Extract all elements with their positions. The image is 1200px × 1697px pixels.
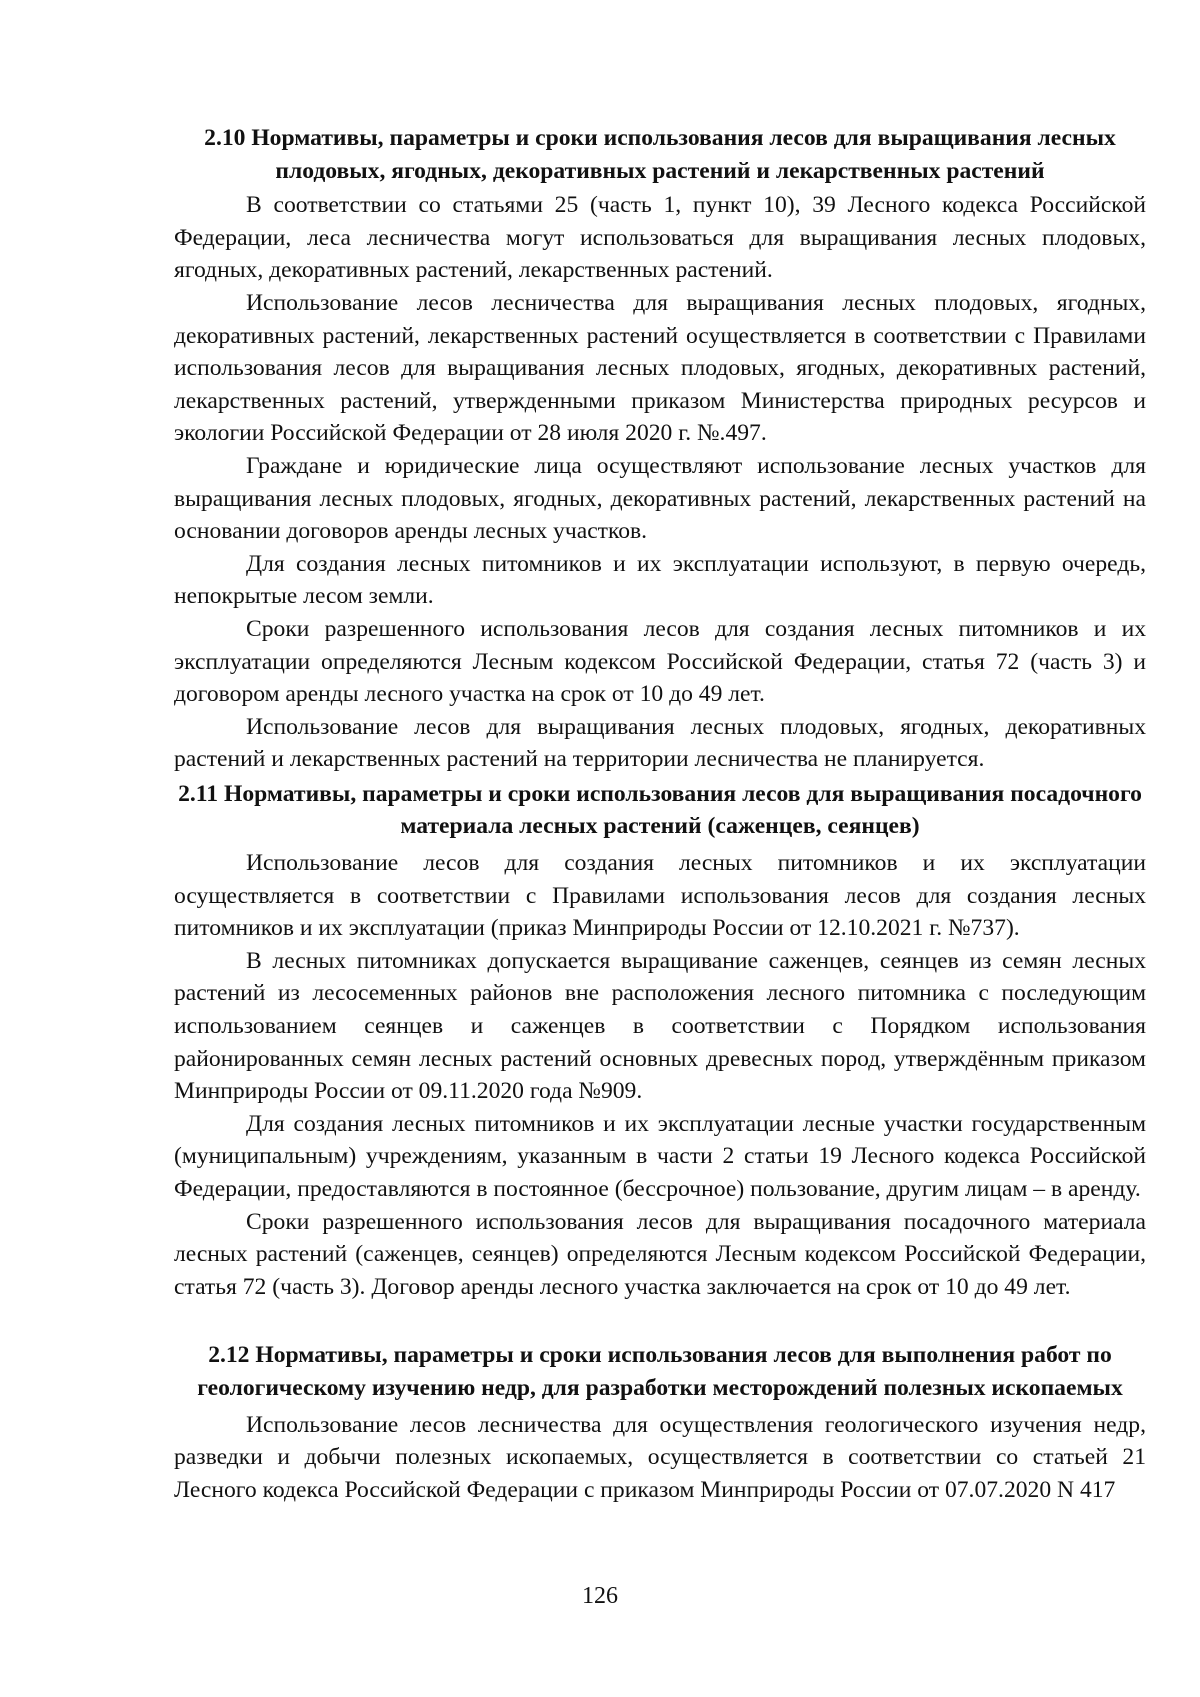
section-2-11-paragraph: Сроки разрешенного использования лесов для выращивания посадочного материала лесных растений (саженцев, сеянцев) определяются Лесным кодексом Российской Федерации, статья 72 (часть 3). Договор аренды лесного участка заключается на срок от 10 до 49 лет.: [174, 1208, 1146, 1300]
section-2-10-paragraph: В соответствии со статьями 25 (часть 1, пункт 10), 39 Лесного кодекса Российской Федерации, леса лесничества могут использоваться для выращивания лесных плодовых, ягодных, декоративных растений, лекарственных растений.: [174, 192, 1146, 284]
page-number: 126: [582, 1583, 618, 1609]
section-2-12-heading: 2.12 Нормативы, параметры и сроки использования лесов для выполнения работ по геологическому изучению недр, для разработки месторождений полезных ископаемых: [197, 1342, 1123, 1401]
document-page: [174, 122, 1146, 1506]
section-2-10-paragraph: Использование лесов для выращивания лесных плодовых, ягодных, декоративных растений и лекарственных растений на территории лесничества не планируется.: [174, 713, 1146, 773]
section-2-10-paragraph: Для создания лесных питомников и их эксплуатации используют, в первую очередь, непокрытые лесом земли.: [174, 550, 1146, 610]
section-2-10-paragraph: Граждане и юридические лица осуществляют использование лесных участков для выращивания лесных плодовых, ягодных, декоративных растений, лекарственных растений на основании договоров аренды лесных участков.: [174, 452, 1146, 545]
section-2-10-paragraph: Сроки разрешенного использования лесов для создания лесных питомников и их эксплуатации определяются Лесным кодексом Российской Федерации, статья 72 (часть 3) и договором аренды лесного участка на срок от 10 до 49 лет.: [174, 615, 1146, 708]
section-2-11-paragraph: Для создания лесных питомников и их эксплуатации лесные участки государственным (муниципальным) учреждениям, указанным в части 2 статьи 19 Лесного кодекса Российской Федерации, предоставляются в постоянное (бессрочное) пользование, другим лицам – в аренду.: [174, 1110, 1146, 1202]
section-2-10-paragraph: Использование лесов лесничества для выращивания лесных плодовых, ягодных, декоративных растений, лекарственных растений осуществляется в соответствии с Правилами использования лесов для выращивания лесных плодовых, ягодных, декоративных растений, лекарственных растений, утвержденными приказом Министерства природных ресурсов и экологии Российской Федерации от 28 июля 2020 г. №.497.: [174, 289, 1146, 447]
section-2-11-paragraph: Использование лесов для создания лесных питомников и их эксплуатации осуществляется в соответствии с Правилами использования лесов для создания лесных питомников и их эксплуатации (приказ Минприроды России от 12.10.2021 г. №737).: [174, 850, 1146, 942]
section-2-10-heading: 2.10 Нормативы, параметры и сроки использования лесов для выращивания лесных плодовых, ягодных, декоративных растений и лекарственных растений: [204, 125, 1116, 184]
section-2-11-heading: 2.11 Нормативы, параметры и сроки использования лесов для выращивания посадочного материала лесных растений (саженцев, сеянцев): [178, 780, 1142, 840]
section-2-12-paragraph: Использование лесов лесничества для осуществления геологического изучения недр, разведки и добычи полезных ископаемых, осуществляется в соответствии со статьей 21 Лесного кодекса Российской Федерации с приказом Минприроды России от 07.07.2020 N 417: [174, 1411, 1146, 1503]
section-2-11-paragraph: В лесных питомниках допускается выращивание саженцев, сеянцев из семян лесных растений из лесосеменных районов вне расположения лесного питомника с последующим использованием сеянцев и саженцев в соответствии с Порядком использования районированных семян лесных растений основных древесных пород, утверждённым приказом Минприроды России от 09.11.2020 года №909.: [174, 947, 1146, 1105]
